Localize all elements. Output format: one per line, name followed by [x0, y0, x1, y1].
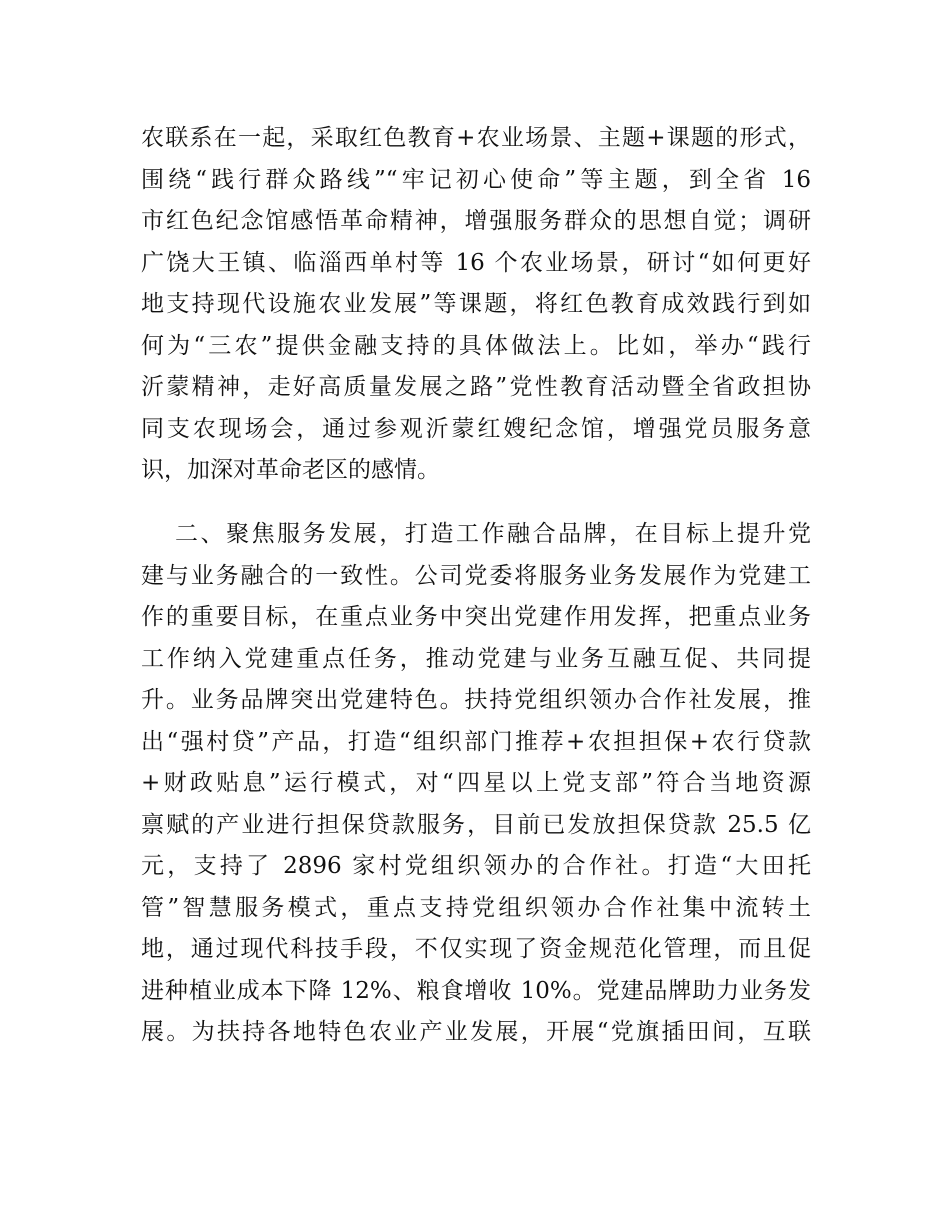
paragraph-section-two — [141, 514, 811, 1054]
text-line: 识，加深对革命老区的感情。 — [141, 457, 440, 483]
text-line: 何为“三农”提供金融支持的具体做法上。比如，举办“践行 — [141, 332, 811, 359]
text-line: 出“强村贷”产品，打造“组织部门推荐+农担担保+农行贷款 — [141, 728, 811, 755]
text-line: 展。为扶持各地特色农业产业发展，开展“党旗插田间，互联 — [141, 1019, 811, 1045]
text-line: 元，支持了 2896 家村党组织领办的合作社。打造“大田托 — [141, 853, 811, 879]
text-line: 围绕“践行群众路线”“牢记初心使命”等主题，到全省 16 — [141, 166, 811, 193]
text-line: 地，通过现代科技手段，不仅实现了资金规范化管理，而且促 — [141, 936, 811, 962]
text-line: +财政贴息”运行模式，对“四星以上党支部”符合当地资源 — [141, 770, 811, 796]
paragraph-continuation — [141, 118, 811, 492]
text-line: 管”智慧服务模式，重点支持党组织领办合作社集中流转土 — [141, 894, 811, 921]
text-line: 升。业务品牌突出党建特色。扶持党组织领办合作社发展，推 — [141, 687, 811, 713]
text-line: 地支持现代设施农业发展”等课题，将红色教育成效践行到如 — [141, 291, 811, 317]
text-line: 进种植业成本下降 12%、粮食增收 10%。党建品牌助力业务发 — [141, 977, 811, 1004]
text-line: 作的重要目标，在重点业务中突出党建作用发挥，把重点业务 — [141, 604, 811, 630]
text-line: 农联系在一起，采取红色教育+农业场景、主题+课题的形式， — [141, 125, 811, 151]
text-line: 沂蒙精神，走好高质量发展之路”党性教育活动暨全省政担协 — [141, 374, 811, 400]
text-line: 禀赋的产业进行担保贷款服务，目前已发放担保贷款 25.5 亿 — [141, 811, 811, 838]
text-line: 建与业务融合的一致性。公司党委将服务业务发展作为党建工 — [141, 562, 811, 589]
text-line: 二、聚焦服务发展，打造工作融合品牌，在目标上提升党 — [175, 521, 811, 547]
text-line: 工作纳入党建重点任务，推动党建与业务互融互促、共同提 — [141, 645, 811, 672]
text-line: 广饶大王镇、临淄西单村等 16 个农业场景，研讨“如何更好 — [141, 249, 811, 276]
text-line: 同支农现场会，通过参观沂蒙红嫂纪念馆，增强党员服务意 — [141, 415, 811, 442]
text-line: 市红色纪念馆感悟革命精神，增强服务群众的思想自觉；调研 — [141, 208, 811, 234]
